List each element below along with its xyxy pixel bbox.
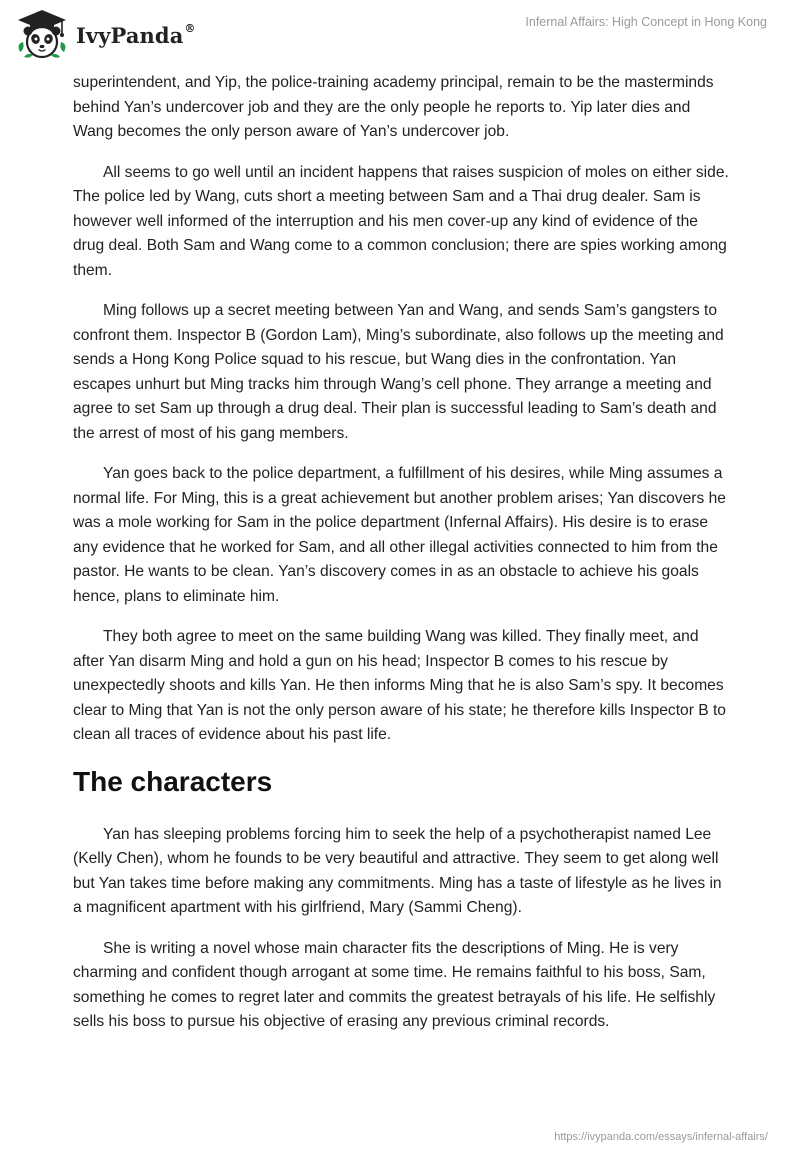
paragraph: Ming follows up a secret meeting between Yan and Wang, and sends Sam’s gangsters to confront them. Inspector B (Gordon Lam), Ming’s subordinate, also follows up the meeting and sends a Hong Kong Police squad to his rescue, but Wang dies in the confrontation. Yan escapes unhurt but Ming tracks him through Wang’s cell phone. They arrange a meeting and agree to set Sam up through a drug deal. Their plan is successful leading to Sam’s death and the arrest of most of his gang members.: [73, 302, 724, 442]
paragraph: superintendent, and Yip, the police-training academy principal, remain to be the masterminds behind Yan’s undercover job and they are the only people he reports to. Yip later dies and Wang becomes the only person aware of Yan’s undercover job.: [73, 74, 714, 140]
paragraph: Yan has sleeping problems forcing him to seek the help of a psychotherapist named Lee (Kelly Chen), whom he founds to be very beautiful and attractive. They seem to get along well but Yan takes time before making any commitments. Ming has a taste of lifestyle as he lives in a magnificent apartment with his girlfriend, Mary (Sammi Cheng).: [73, 825, 722, 916]
paragraph: She is writing a novel whose main character fits the descriptions of Ming. He is very charming and confident though arrogant at some time. He remains faithful to his boss, Sam, something he comes to regret later and commits the greatest betrayals of his life. He selfishly sells his boss to pursue his objective of erasing any previous criminal records.: [73, 939, 716, 1030]
section-heading: The characters: [73, 765, 273, 797]
source-url[interactable]: https://ivypanda.com/essays/infernal-affairs/: [554, 1131, 768, 1143]
brand-name: IvyPanda®: [76, 21, 196, 48]
document-title: Infernal Affairs: High Concept in Hong Kong: [525, 15, 767, 29]
page-header: [0, 0, 800, 72]
article-body: [73, 71, 733, 1051]
paragraph: They both agree to meet on the same building Wang was killed. They finally meet, and after Yan disarm Ming and hold a gun on his head; Inspector B comes to his rescue by unexpectedly shoots and kills Yan. He then informs Ming that he is also Sam’s spy. It becomes clear to Ming that Yan is not the only person aware of his state; he therefore kills Inspector B to clean all traces of evidence about his past life.: [73, 628, 726, 743]
paragraph: All seems to go well until an incident happens that raises suspicion of moles on either side. The police led by Wang, cuts short a meeting between Sam and a Thai drug dealer. Sam is however well informed of the interruption and his men cover-up any kind of evidence of the drug deal. Both Sam and Wang come to a common conclusion; there are spies working among them.: [73, 163, 729, 279]
panda-graduate-logo-icon: [14, 8, 70, 60]
ivypanda-logo[interactable]: [14, 8, 196, 60]
paragraph: Yan goes back to the police department, a fulfillment of his desires, while Ming assumes a normal life. For Ming, this is a great achievement but another problem arises; Yan discovers he was a mole working for Sam in the police department (Infernal Affairs). His desire is to erase any evidence that he worked for Sam, and all other illegal activities connected to him from the pastor. He wants to be clean. Yan’s discovery comes in as an obstacle to achieve his goals hence, plans to eliminate him.: [73, 465, 726, 605]
